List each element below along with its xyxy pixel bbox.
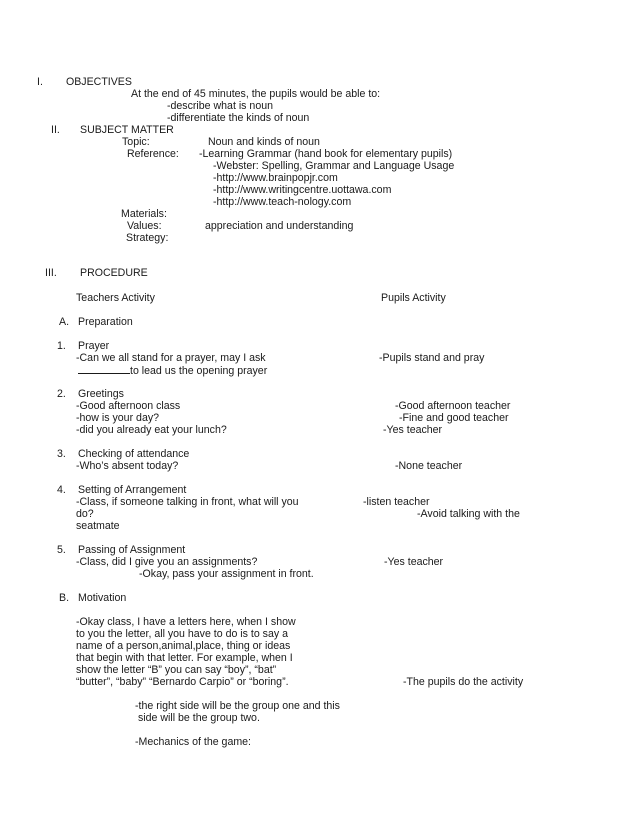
teacher-line: -Class, if someone talking in front, what will you <box>76 496 299 508</box>
objective-item: -describe what is noun <box>167 100 273 112</box>
pupil-line: -Yes teacher <box>384 556 444 568</box>
topic-label: Topic: <box>122 136 150 148</box>
section-letter: B. <box>59 592 70 604</box>
topic-value: Noun and kinds of noun <box>208 136 320 148</box>
pupil-line: -listen teacher <box>363 496 430 508</box>
teacher-line: show the letter “B” you can say “boy”, “bat” <box>76 664 277 676</box>
teacher-line: side will be the group two. <box>138 712 260 724</box>
teacher-line: that begin with that letter. For example, when I <box>76 652 293 664</box>
teachers-activity-header: Teachers Activity <box>76 292 155 304</box>
strategy-label: Strategy: <box>126 232 169 244</box>
reference-item: -http://www.brainpopjr.com <box>213 172 338 184</box>
step-title: Prayer <box>78 340 110 352</box>
step-number: 4. <box>57 484 66 496</box>
pupil-line: -Good afternoon teacher <box>395 400 511 412</box>
step-number: 1. <box>57 340 66 352</box>
blank-line <box>78 364 130 374</box>
teacher-line: -Okay class, I have a letters here, when I show <box>76 616 296 628</box>
pupil-line: -None teacher <box>395 460 463 472</box>
reference-label: Reference: <box>127 148 179 160</box>
step-title: Checking of attendance <box>78 448 190 460</box>
step-number: 3. <box>57 448 66 460</box>
teacher-line: -did you already eat your lunch? <box>76 424 227 436</box>
step-number: 5. <box>57 544 66 556</box>
teacher-line: -Who’s absent today? <box>76 460 179 472</box>
teacher-line: seatmate <box>76 520 120 532</box>
teacher-line: -Mechanics of the game: <box>135 736 251 748</box>
objectives-intro: At the end of 45 minutes, the pupils would be able to: <box>131 88 381 100</box>
reference-item: -http://www.writingcentre.uottawa.com <box>213 184 392 196</box>
procedure-heading: PROCEDURE <box>80 267 148 279</box>
objectives-heading: OBJECTIVES <box>66 76 132 88</box>
step-number: 2. <box>57 388 66 400</box>
teacher-line: do? <box>76 508 94 520</box>
pupil-line: -Avoid talking with the <box>417 508 520 520</box>
teacher-line: name of a person,animal,place, thing or ideas <box>76 640 291 652</box>
teacher-line: -Good afternoon class <box>76 400 181 412</box>
pupil-line: -Fine and good teacher <box>399 412 509 424</box>
section-title: Motivation <box>78 592 127 604</box>
teacher-line: -Class, did I give you an assignments? <box>76 556 258 568</box>
subject-matter-numeral: II. <box>51 124 60 136</box>
teacher-line: “butter”, “baby” “Bernardo Carpio” or “boring”. <box>76 676 289 688</box>
reference-item: -Webster: Spelling, Grammar and Language Usage <box>213 160 455 172</box>
values-label: Values: <box>127 220 162 232</box>
pupil-line: -Pupils stand and pray <box>379 352 485 364</box>
teacher-line: to you the letter, all you have to do is to say a <box>76 628 289 640</box>
subject-matter-heading: SUBJECT MATTER <box>80 124 174 136</box>
teacher-line: -Okay, pass your assignment in front. <box>139 568 314 580</box>
reference-item: -http://www.teach-nology.com <box>213 196 352 208</box>
teacher-line: -how is your day? <box>76 412 160 424</box>
step-title: Setting of Arrangement <box>78 484 187 496</box>
step-title: Greetings <box>78 388 124 400</box>
values-value: appreciation and understanding <box>205 220 354 232</box>
teacher-line-text: to lead us the opening prayer <box>130 365 268 377</box>
step-title: Passing of Assignment <box>78 544 186 556</box>
procedure-numeral: III. <box>45 267 57 279</box>
objective-item: -differentiate the kinds of noun <box>167 112 310 124</box>
objectives-numeral: I. <box>37 76 43 88</box>
teacher-line: -the right side will be the group one and this <box>135 700 340 712</box>
section-letter: A. <box>59 316 70 328</box>
pupil-line: -Yes teacher <box>383 424 443 436</box>
pupils-activity-header: Pupils Activity <box>381 292 446 304</box>
reference-item: -Learning Grammar (hand book for elementary pupils) <box>199 148 453 160</box>
teacher-line <box>78 364 267 377</box>
materials-label: Materials: <box>121 208 167 220</box>
teacher-line: -Can we all stand for a prayer, may I ask <box>76 352 266 364</box>
pupil-line: -The pupils do the activity <box>403 676 524 688</box>
section-title: Preparation <box>78 316 133 328</box>
